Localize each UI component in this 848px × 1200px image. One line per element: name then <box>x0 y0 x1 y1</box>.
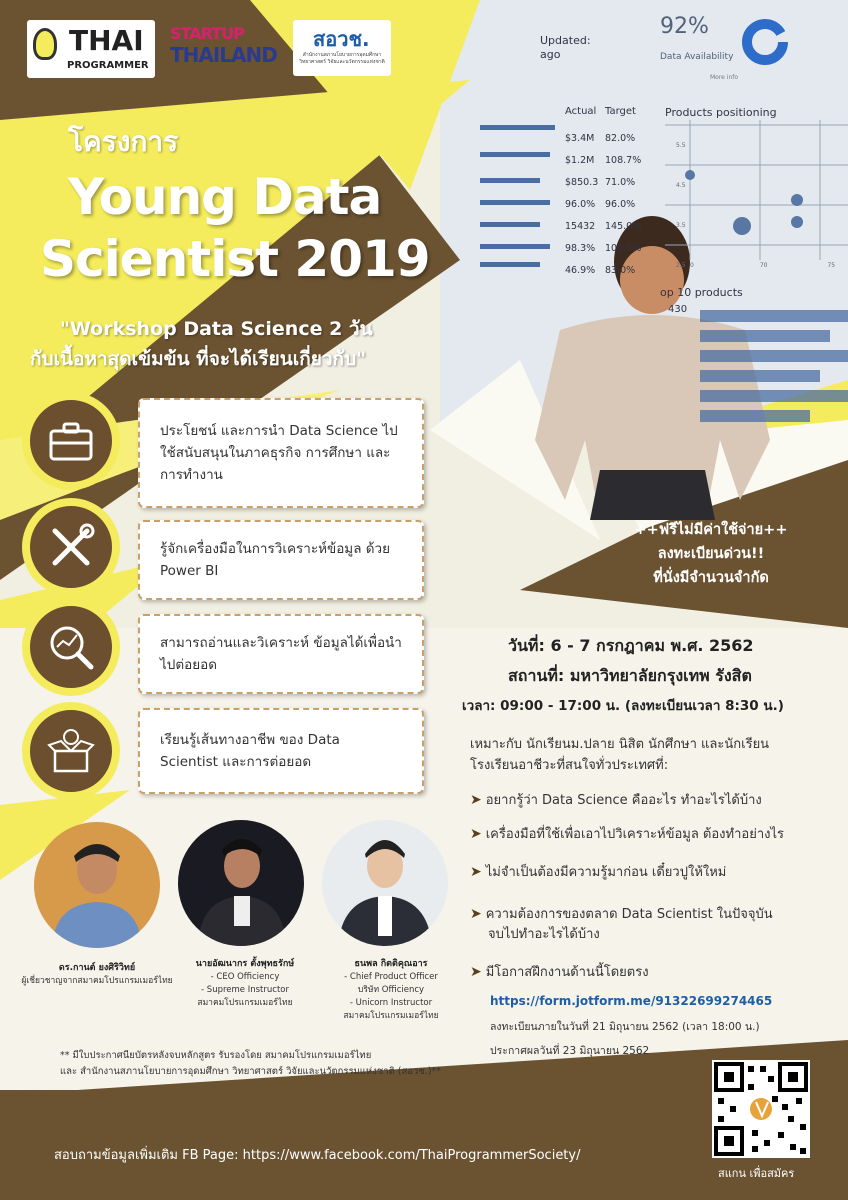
career-box-icon <box>47 727 95 775</box>
briefcase-icon <box>47 417 95 465</box>
dashboard-row: 98.3% 100.0% <box>565 243 642 254</box>
dashboard-percent: 92% <box>660 14 709 39</box>
topic-icon-circle <box>22 392 120 490</box>
qr-caption: สแกน เพื่อสมัคร <box>718 1167 795 1180</box>
thai-programmer-sub: PROGRAMMER <box>67 60 149 71</box>
register-url[interactable]: https://form.jotform.me/91322699274465 <box>490 994 773 1008</box>
event-time: เวลา: 09:00 - 17:00 น. (ลงทะเบียนเวลา 8:30 น.) <box>462 698 784 714</box>
bullet-item: ➤ เครื่องมือที่ใช้เพื่อเอาไปวิเคราะห์ข้อมูล ต้องทำอย่างไร <box>470 826 784 842</box>
arrow-right-icon: ➤ <box>470 792 482 808</box>
speaker-photo <box>34 822 160 948</box>
topic-card: เรียนรู้เส้นทางอาชีพ ของ Data Scientist และการต่อยอด <box>138 708 424 794</box>
person-avatar-icon <box>34 822 160 948</box>
thai-programmer-main: THAI <box>69 24 144 57</box>
subtitle-line2: กับเนื้อหาสุดเข้มข้น ที่จะได้เรียนเกี่ยวกับ" <box>30 348 367 370</box>
dashboard-row: 96.0% 96.0% <box>565 199 636 210</box>
topic-card: รู้จักเครื่องมือในการวิเคราะห์ข้อมูล ด้วย Power BI <box>138 520 424 600</box>
project-label: โครงการ <box>68 125 179 158</box>
dashboard-updated: Updated: <box>540 34 591 47</box>
dashboard-axis-y: 5.5 4.5 3.5 2.5 <box>676 142 686 269</box>
promo-line2: ลงทะเบียนด่วน!! <box>657 546 765 562</box>
qr-code-icon <box>712 1060 810 1158</box>
promo-line1: ++ฟรีไม่มีค่าใช้จ่าย++ <box>634 522 788 538</box>
dashboard-positioning: Products positioning <box>665 106 777 119</box>
dashboard-availability: Data Availability <box>660 52 734 62</box>
dashboard-col-actual: Actual <box>565 106 597 117</box>
dashboard-more-info: More info <box>710 74 739 81</box>
sta-logo <box>293 20 391 76</box>
sta-main: สอวช. <box>313 27 370 51</box>
topic-icon-circle <box>22 598 120 696</box>
sta-sub: สำนักงานสภานโยบายการอุดมศึกษา วิทยาศาสตร์ วิจัยและนวัตกรรมแห่งชาติ <box>299 52 385 65</box>
bullet-item: ➤ ความต้องการของตลาด Data Scientist ในปัจจุบัน จบไปทำอะไรได้บ้าง <box>470 906 773 942</box>
speaker-photo <box>178 820 304 946</box>
dashboard-top-value: 430 <box>668 304 688 315</box>
subtitle-line1: "Workshop Data Science 2 วัน <box>60 318 373 340</box>
dashboard-axis-x: 0 70 75 <box>690 262 836 269</box>
bullet-item: ➤ ไม่จำเป็นต้องมีความรู้มาก่อน เดี๋ยวปูให้ใหม่ <box>470 864 727 880</box>
topic-card: สามารถอ่านและวิเคราะห์ ข้อมูลได้เพื่อนำไปต่อยอด <box>138 614 424 694</box>
title-line2: Scientist 2019 <box>40 230 430 288</box>
footer-contact[interactable]: สอบถามข้อมูลเพิ่มเติม FB Page: https://www.facebook.com/ThaiProgrammerSociety/ <box>54 1148 581 1163</box>
topic-icon-circle <box>22 702 120 800</box>
magnifier-chart-icon <box>47 623 95 671</box>
register-announce: ประกาศผลวันที่ 23 มิถุนายน 2562 <box>490 1045 650 1057</box>
dashboard-top10: op 10 products <box>660 286 743 299</box>
speaker-info: ธนพล กิตติคุณอาร - Chief Product Officer บริษัท Officiency - Unicorn Instructor สมาคมโปรแกรมเมอร์ไทย <box>343 959 439 1021</box>
topic-icon-circle <box>22 498 120 596</box>
arrow-right-icon: ➤ <box>470 864 482 880</box>
certificate-note: ** มีใบประกาศนียบัตรหลังจบหลักสูตร รับรองโดย สมาคมโปรแกรมเมอร์ไทย และ สำนักงานสภานโยบายการอุดมศึกษา วิทยาศาสตร์ วิจัยและนวัตกรรมแห่งชาติ (สอวช.)** <box>60 1050 442 1077</box>
startup-thailand-line1: STARTUP <box>170 24 244 43</box>
person-avatar-icon <box>322 820 448 946</box>
dashboard-col-target: Target <box>605 106 636 117</box>
arrow-right-icon: ➤ <box>470 906 482 922</box>
promo-line3: ที่นั่งมีจำนวนจำกัด <box>653 570 769 586</box>
event-place: สถานที่: มหาวิทยาลัยกรุงเทพ รังสิต <box>508 666 752 685</box>
topic-card: ประโยชน์ และการนำ Data Science ไปใช้สนับสนุนในภาคธุรกิจ การศึกษา และการทำงาน <box>138 398 424 508</box>
speaker-info: นายอัฒนากร ตั้งพุทธรักษ์ - CEO Officiency - Supreme Instructor สมาคมโปรแกรมเมอร์ไทย <box>195 959 295 1008</box>
dashboard-rows <box>565 128 641 282</box>
dashboard-ago: ago <box>540 48 561 61</box>
startup-thailand-line2: THAILAND <box>170 43 277 67</box>
promo-box <box>586 518 836 590</box>
person-avatar-icon <box>178 820 304 946</box>
arrow-right-icon: ➤ <box>470 826 482 842</box>
register-deadline: ลงทะเบียนภายในวันที่ 21 มิถุนายน 2562 (เวลา 18:00 น.) <box>490 1021 760 1033</box>
lightbulb-icon <box>33 28 57 60</box>
qr-code[interactable] <box>712 1060 810 1158</box>
thai-programmer-logo <box>27 20 155 78</box>
dashboard-row: 15432 145.0% <box>565 221 642 232</box>
dashboard-row: $1.2M 108.7% <box>565 155 642 166</box>
tools-icon <box>47 523 95 571</box>
dashboard-row: $850.3 71.0% <box>565 177 636 188</box>
speaker-info: ดร.กานต์ ยงศิริวิทย์ ผู้เชี่ยวชาญจากสมาคมโปรแกรมเมอร์ไทย <box>21 963 173 986</box>
startup-thailand-logo <box>170 24 277 67</box>
speaker-photo <box>322 820 448 946</box>
event-date: วันที่: 6 - 7 กรกฎาคม พ.ศ. 2562 <box>508 636 754 655</box>
audience-text: เหมาะกับ นักเรียนม.ปลาย นิสิต นักศึกษา และนักเรียน โรงเรียนอาชีวะที่สนใจทั่วประเทศที่: <box>470 737 770 773</box>
bullet-item: ➤ อยากรู้ว่า Data Science คืออะไร ทำอะไรได้บ้าง <box>470 792 762 808</box>
bullet-item: ➤ มีโอกาสฝึกงานด้านนี้โดยตรง <box>470 964 649 980</box>
title-line1: Young Data <box>68 168 382 226</box>
dashboard-row: $3.4M 82.0% <box>565 133 636 144</box>
arrow-right-icon: ➤ <box>470 964 482 980</box>
dashboard-row: 46.9% 83.0% <box>565 265 636 276</box>
